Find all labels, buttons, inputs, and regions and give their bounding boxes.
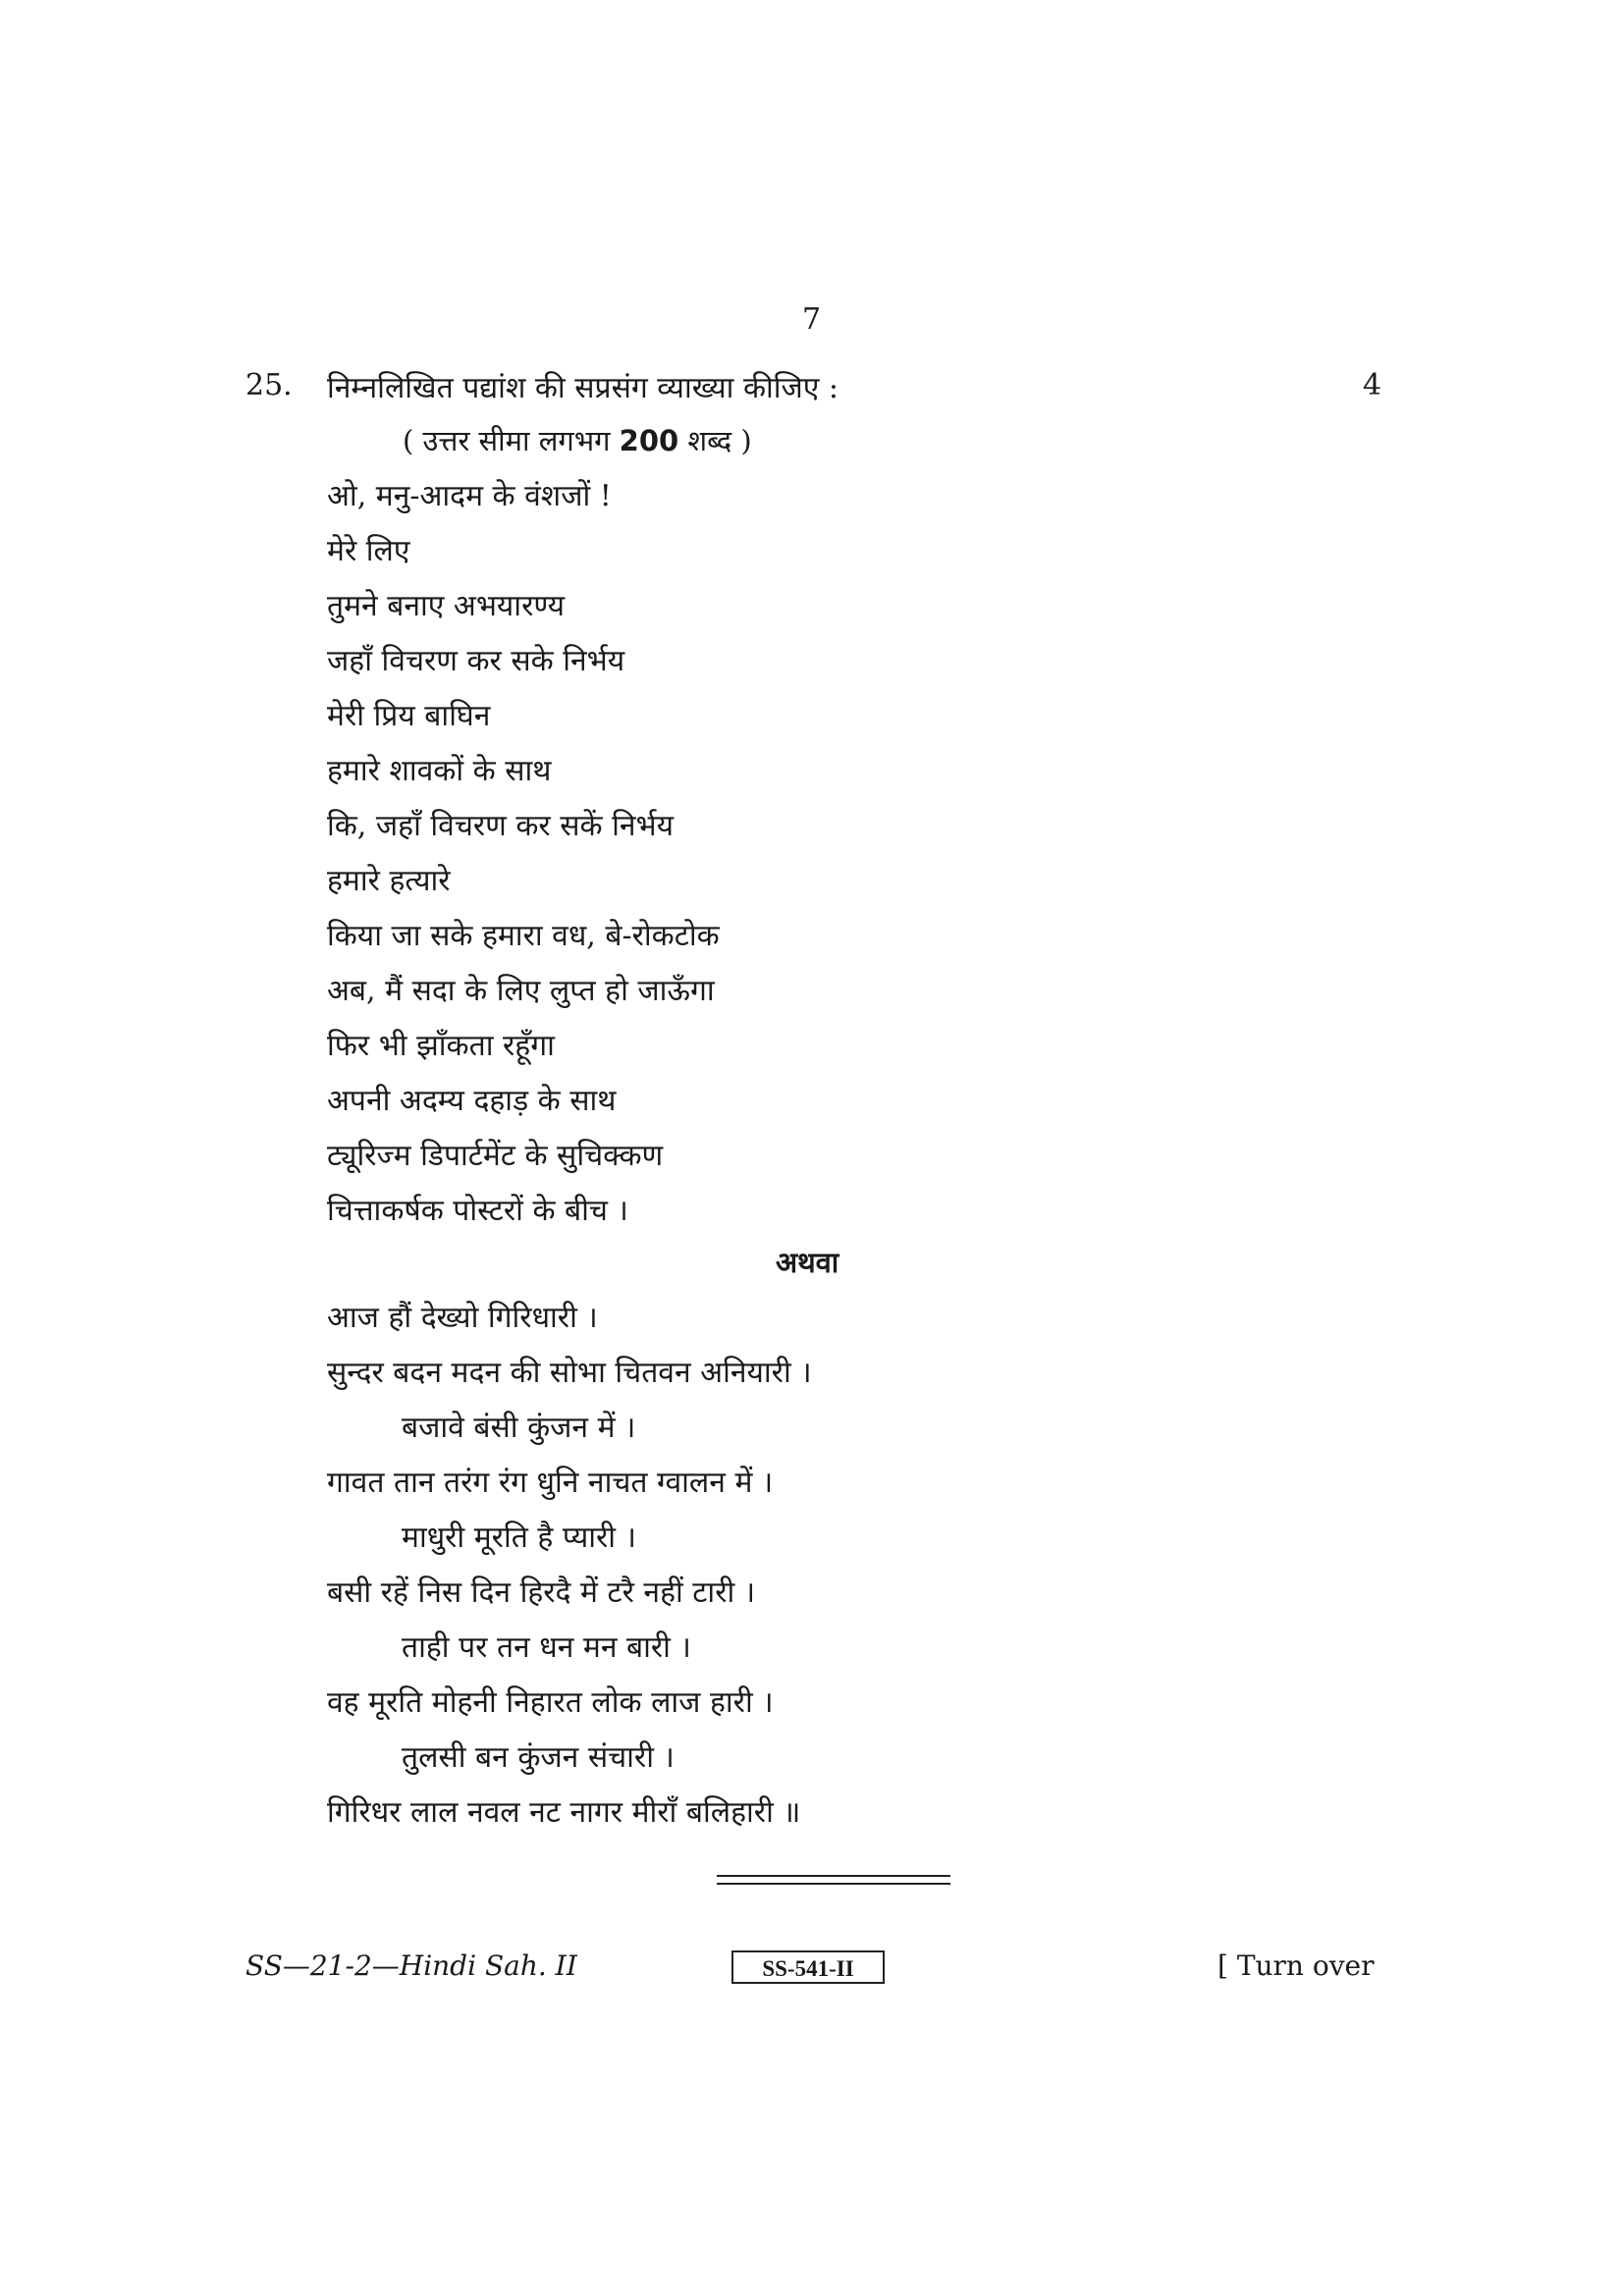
poem-line: ट्यूरिज्म डिपार्टमेंट के सुचिक्कण [327, 1139, 664, 1173]
poem-line: गावत तान तरंग रंग धुनि नाचत ग्वालन में । [327, 1466, 774, 1500]
poem-line: बजावे बंसी कुंजन में । [402, 1411, 636, 1445]
poem-line: मेरे लिए [327, 534, 410, 568]
poem-line: वह मूरति मोहनी निहारत लोक लाज हारी । [327, 1685, 774, 1720]
poem-line: ताही पर तन धन मन बारी । [402, 1630, 691, 1665]
question-marks: 4 [1363, 368, 1382, 402]
word-limit [403, 421, 752, 459]
poem-line: गिरिधर लाल नवल नट नागर मीराँ बलिहारी ॥ [327, 1795, 801, 1830]
poem-line: कि, जहाँ विचरण कर सकें निर्भय [327, 809, 674, 843]
poem-passage-1 [327, 469, 720, 1239]
poem-line: हमारे हत्यारे [327, 864, 451, 898]
footer-code-box: SS-541-II [731, 1950, 885, 1984]
poem-line: तुलसी बन कुंजन संचारी । [402, 1740, 675, 1775]
question-text: निम्नलिखित पद्यांश की सप्रसंग व्याख्या कीजिए : [327, 371, 839, 405]
athva-heading: अथवा [776, 1246, 839, 1279]
poem-line: अपनी अदम्य दहाड़ के साथ [327, 1084, 617, 1118]
poem-passage-2 [327, 1291, 812, 1841]
word-limit-suffix: शब्द ) [687, 424, 752, 457]
poem-line: फिर भी झाँकता रहूँगा [327, 1029, 555, 1063]
poem-line: तुमने बनाए अभयारण्य [327, 589, 566, 623]
question-number: 25. [245, 368, 293, 402]
page-number: 7 [801, 302, 822, 337]
poem-line: किया जा सके हमारा वध, बे-रोकटोक [327, 919, 720, 953]
word-limit-prefix: ( उत्तर सीमा लगभग [403, 424, 611, 457]
poem-line: आज हौं देख्यो गिरिधारी । [327, 1301, 598, 1335]
poem-line: सुन्दर बदन मदन की सोभा चितवन अनियारी । [327, 1356, 812, 1390]
poem-line: बसी रहें निस दिन हिरदै में टरै नहीं टारी । [327, 1575, 756, 1610]
poem-line: ओ, मनु-आदम के वंशजों ! [327, 479, 612, 513]
footer-paper-id: SS—21-2—Hindi Sah. II [245, 1949, 577, 1982]
footer-turn-over: [ Turn over [1217, 1949, 1375, 1982]
end-double-rule [717, 1875, 950, 1885]
poem-line: हमारे शावकों के साथ [327, 754, 552, 788]
poem-line: अब, मैं सदा के लिए लुप्त हो जाऊँगा [327, 974, 715, 1008]
poem-line: माधुरी मूरति है प्यारी । [402, 1521, 636, 1555]
poem-line: जहाँ विचरण कर सके निर्भय [327, 644, 625, 678]
poem-line: मेरी प्रिय बाघिन [327, 699, 491, 733]
poem-line: चित्ताकर्षक पोस्टरों के बीच । [327, 1194, 628, 1228]
word-limit-number: 200 [619, 424, 679, 457]
